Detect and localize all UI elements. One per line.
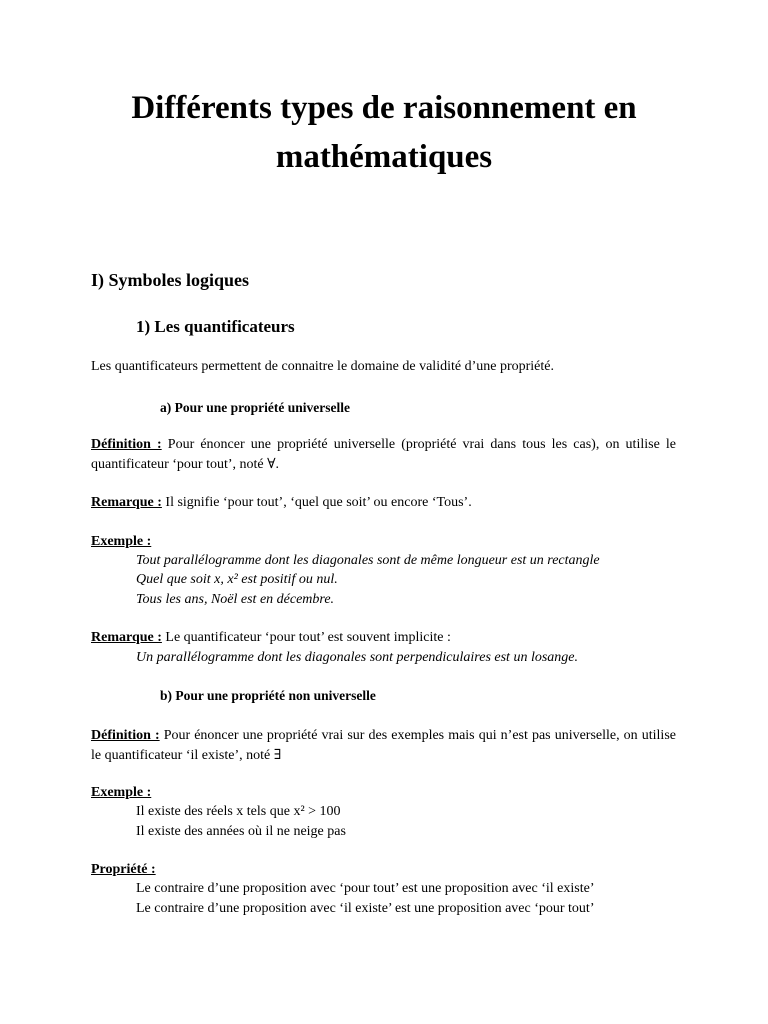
intro-paragraph: Les quantificateurs permettent de connaitre le domaine de validité d’une propriété.: [91, 359, 554, 374]
example-item: Il existe des années où il ne neige pas: [136, 824, 346, 839]
definition-label: Définition :: [91, 728, 160, 743]
property-item: Le contraire d’une proposition avec ‘il existe’ est une proposition avec ‘pour tout’: [136, 901, 595, 916]
remark-example: Un parallélogramme dont les diagonales sont perpendiculaires est un losange.: [136, 650, 578, 665]
example-item: Tout parallélogramme dont les diagonales sont de même longueur est un rectangle: [136, 553, 600, 568]
example-item: Tous les ans, Noël est en décembre.: [136, 592, 335, 607]
part-b-heading: b) Pour une propriété non universelle: [160, 688, 376, 703]
property-item: Le contraire d’une proposition avec ‘pour tout’ est une proposition avec ‘il existe’: [136, 881, 595, 896]
remark-text: Le quantificateur ‘pour tout’ est souvent implicite :: [161, 630, 451, 645]
definition-text: Pour énoncer une propriété vrai sur des exemples mais qui n’est pas universelle, on utilise le quantificateur ‘il existe’, noté ∃: [91, 728, 676, 763]
remark-label: Remarque :: [91, 495, 162, 510]
document-title: Différents types de raisonnement en mathématiques: [131, 90, 637, 175]
example-label: Exemple :: [91, 785, 152, 800]
remark-label: Remarque :: [91, 630, 162, 645]
example-item: Il existe des réels x tels que x² > 100: [136, 804, 341, 819]
subsection-heading-quantificateurs: 1) Les quantificateurs: [136, 317, 295, 336]
example-item: Quel que soit x, x² est positif ou nul.: [136, 572, 338, 587]
remark-2: [91, 630, 451, 646]
section-heading-symboles-logiques: I) Symboles logiques: [91, 270, 250, 290]
example-label: Exemple :: [91, 534, 152, 549]
remark-1: [91, 495, 472, 511]
remark-text: Il signifie ‘pour tout’, ‘quel que soit’ ou encore ‘Tous’.: [161, 495, 472, 510]
property-label: Propriété :: [91, 862, 156, 877]
definition-universal: [91, 435, 676, 475]
part-a-heading: a) Pour une propriété universelle: [160, 400, 350, 415]
definition-non-universal: [91, 726, 676, 766]
definition-text: Pour énoncer une propriété universelle (propriété vrai dans tous les cas), on utilise le quantificateur ‘pour tout’, noté ∀.: [91, 437, 676, 472]
definition-label: Définition :: [91, 437, 162, 452]
